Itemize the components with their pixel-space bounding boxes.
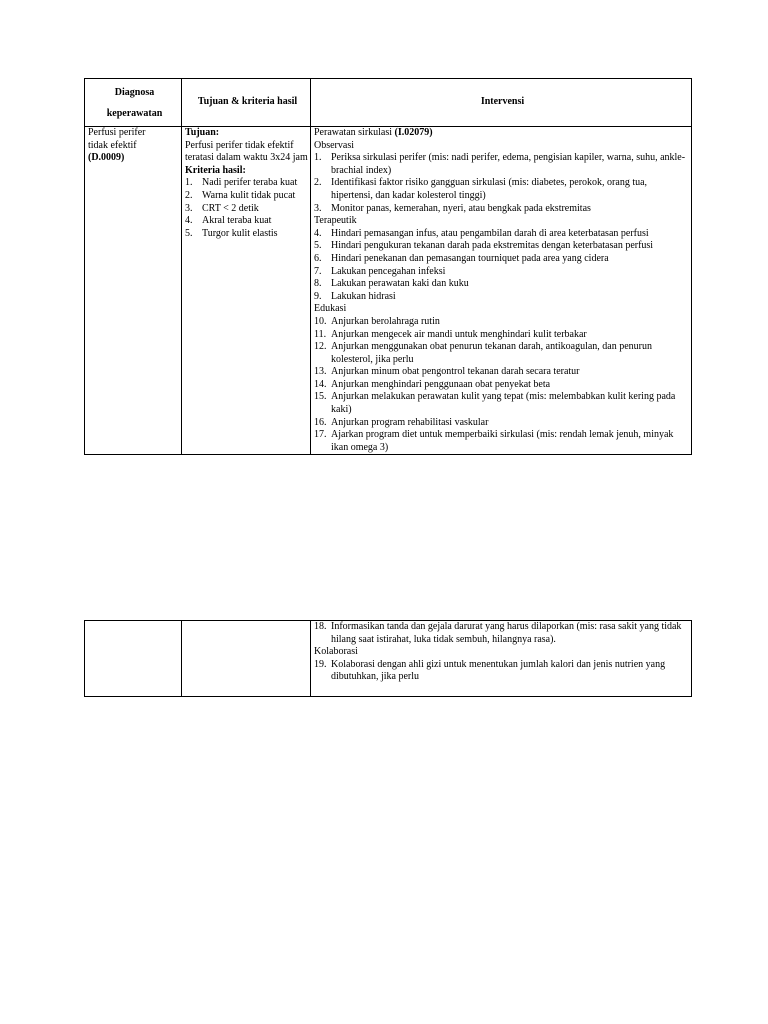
list-item (314, 341, 691, 366)
list-item-text: Nadi perifer teraba kuat (202, 177, 298, 189)
list-item (314, 177, 691, 202)
list-item (185, 203, 310, 216)
section-terapeutik: Terapeutik (314, 215, 357, 227)
goal-text: Perfusi perifer tidak efektif teratasi dalam waktu 3x24 jam (185, 139, 308, 164)
list-item-number: 7. (314, 265, 322, 277)
criteria-list (185, 177, 310, 240)
list-item-number: 8. (314, 278, 322, 290)
list-item-text: Turgor kulit elastis (202, 227, 278, 239)
list-item (314, 417, 691, 430)
list-item (314, 253, 691, 266)
edukasi-list (314, 316, 691, 455)
list-item (314, 391, 691, 416)
list-item (314, 203, 691, 216)
terapeutik-list (314, 228, 691, 304)
header-diagnosis: Diagnosa keperawatan (85, 79, 182, 127)
list-item-text: Lakukan perawatan kaki dan kuku (331, 278, 469, 290)
list-item-number: 10. (314, 315, 327, 327)
list-item-number: 11. (314, 328, 327, 340)
list-item (314, 228, 691, 241)
list-item-text: Informasikan tanda dan gejala darurat yang harus dilaporkan (mis: rasa sakit yang tidak hilang saat istirahat, luka tidak sembuh, hilangnya rasa). (331, 621, 682, 645)
plan-row (85, 127, 692, 455)
list-item-text: Monitor panas, kemerahan, nyeri, atau bengkak pada ekstremitas (331, 202, 591, 214)
list-item (314, 659, 691, 684)
list-item-number: 1. (314, 152, 322, 164)
care-plan-table-continued (84, 620, 692, 697)
list-item-text: Hindari pengukuran tekanan darah pada ekstremitas dengan keterbatasan perfusi (331, 240, 654, 252)
list-item-text: Kolaborasi dengan ahli gizi untuk menentukan jumlah kalori dan jenis nutrien yang dibutuhkan, jika perlu (331, 658, 666, 683)
list-item-text: Lakukan hidrasi (331, 290, 396, 302)
list-item-text: Akral teraba kuat (202, 215, 272, 227)
list-item (314, 366, 691, 379)
list-item-number: 3. (185, 202, 193, 214)
goal-label: Tujuan: (185, 127, 220, 138)
intervention-cell-continued (311, 621, 692, 697)
list-item-number: 2. (185, 189, 193, 201)
list-item (314, 329, 691, 342)
diagnosis-cell: Perfusi perifer tidak efektif (D.0009) (85, 127, 182, 455)
header-row (85, 79, 692, 127)
list-item-text: CRT < 2 detik (202, 202, 259, 214)
list-item-number: 5. (185, 227, 193, 239)
list-item-text: Anjurkan menggunakan obat penurun tekanan darah, antikoagulan, dan penurun kolesterol, jika perlu (331, 341, 653, 365)
intervention-title: Perawatan sirkulasi (I.02079) (314, 127, 433, 138)
list-item-number: 18. (314, 621, 327, 632)
list-item-text: Anjurkan menghindari penggunaan obat penyekat beta (331, 378, 551, 390)
list-item-number: 13. (314, 366, 327, 378)
list-item-text: Hindari penekanan dan pemasangan tourniquet pada area yang cidera (331, 252, 609, 264)
header-intervention: Intervensi (311, 79, 692, 127)
list-item (314, 291, 691, 304)
list-item-text: Hindari pemasangan infus, atau pengambilan darah di area keterbatasan perfusi (331, 227, 649, 239)
list-item (185, 190, 310, 203)
list-item-number: 16. (314, 416, 327, 428)
diagnosis-cell-empty (85, 621, 182, 697)
list-item-number: 2. (314, 177, 322, 189)
care-plan-table (84, 78, 692, 455)
list-item-number: 15. (314, 391, 327, 403)
criteria-label: Kriteria hasil: (185, 164, 246, 176)
list-item-number: 12. (314, 341, 327, 353)
list-item-text: Anjurkan mengecek air mandi untuk menghindari kulit terbakar (331, 328, 587, 340)
section-edukasi: Edukasi (314, 303, 347, 315)
kolaborasi-list (314, 659, 691, 684)
list-item-text: Anjurkan minum obat pengontrol tekanan darah secara teratur (331, 366, 580, 378)
edukasi-list-continued (314, 621, 691, 646)
list-item-number: 9. (314, 290, 322, 302)
list-item (185, 215, 310, 228)
header-goal: Tujuan & kriteria hasil (182, 79, 311, 127)
list-item-number: 4. (314, 227, 322, 239)
intervention-cell (311, 127, 692, 455)
list-item-text: Anjurkan berolahraga rutin (331, 315, 440, 327)
list-item-number: 19. (314, 658, 327, 670)
list-item-number: 4. (185, 215, 193, 227)
list-item (185, 177, 310, 190)
list-item (314, 152, 691, 177)
list-item-text: Lakukan pencegahan infeksi (331, 265, 446, 277)
list-item-number: 14. (314, 378, 327, 390)
list-item-text: Anjurkan program rehabilitasi vaskular (331, 416, 489, 428)
list-item-text: Periksa sirkulasi perifer (mis: nadi perifer, edema, pengisian kapiler, warna, suhu, ankle- brachial index) (331, 152, 686, 176)
list-item-number: 1. (185, 177, 193, 189)
list-item (314, 429, 691, 454)
list-item-text: Warna kulit tidak pucat (202, 189, 296, 201)
diagnosis-code: (D.0009) (88, 152, 125, 164)
list-item-text: Ajarkan program diet untuk memperbaiki sirkulasi (mis: rendah lemak jenuh, minyak ikan omega 3) (331, 429, 674, 453)
list-item-number: 3. (314, 202, 322, 214)
list-item (185, 228, 310, 241)
section-kolaborasi: Kolaborasi (314, 646, 358, 658)
list-item-number: 5. (314, 240, 322, 252)
section-observasi: Observasi (314, 139, 354, 151)
list-item-number: 17. (314, 429, 327, 441)
list-item (314, 621, 691, 646)
plan-row-continued (85, 621, 692, 697)
goal-cell-empty (182, 621, 311, 697)
list-item (314, 278, 691, 291)
goal-cell (182, 127, 311, 455)
list-item (314, 316, 691, 329)
list-item-number: 6. (314, 252, 322, 264)
list-item (314, 240, 691, 253)
list-item (314, 266, 691, 279)
list-item-text: Anjurkan melakukan perawatan kulit yang tepat (mis: melembabkan kulit kering pada kaki) (331, 391, 676, 416)
observasi-list (314, 152, 691, 215)
list-item (314, 379, 691, 392)
list-item-text: Identifikasi faktor risiko gangguan sirkulasi (mis: diabetes, perokok, orang tua, hipertensi, dan kadar kolesterol tinggi) (331, 177, 648, 201)
